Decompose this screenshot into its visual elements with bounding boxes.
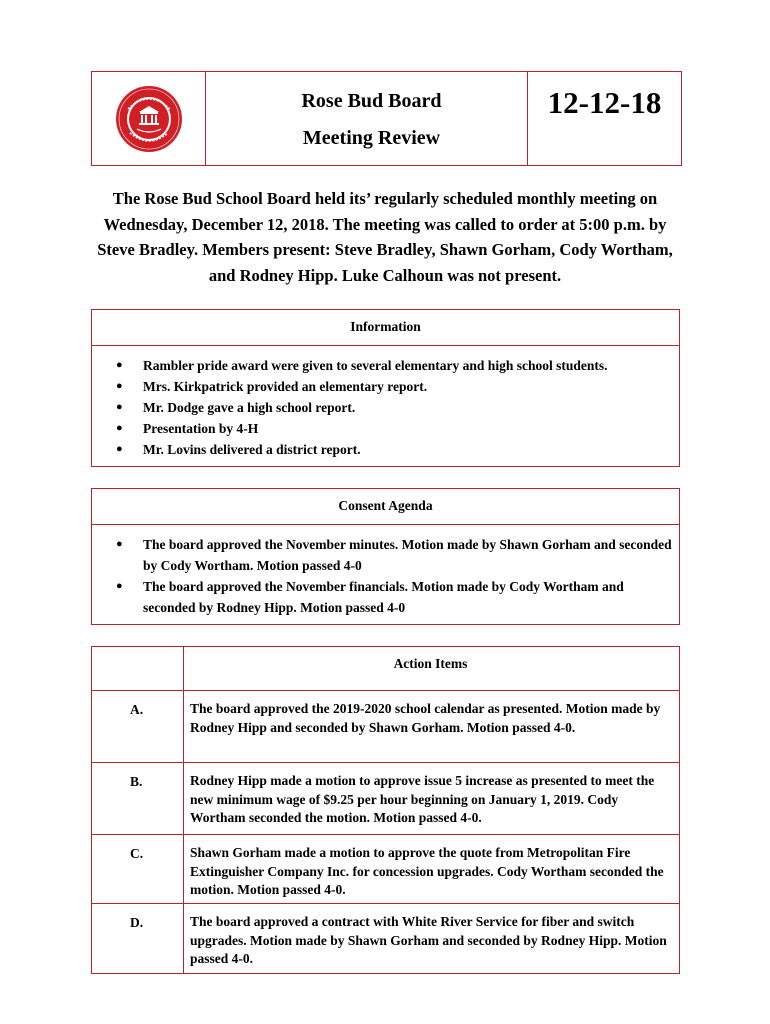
logo-cell	[92, 72, 206, 165]
list-item: ● The board approved the November minutes. Motion made by Shawn Gorham and seconded by Cody Wortham. Motion passed 4-0	[92, 534, 679, 576]
bullet-icon: ●	[116, 359, 123, 371]
header-table	[91, 71, 682, 166]
list-item: ● Mr. Lovins delivered a district report.	[92, 439, 679, 460]
table-row	[92, 903, 679, 973]
bullet-icon: ●	[116, 443, 123, 455]
list-item: ● Mr. Dodge gave a high school report.	[92, 397, 679, 418]
table-row	[92, 834, 679, 903]
school-seal-logo	[115, 85, 183, 153]
review-title: Meeting Review	[302, 127, 441, 149]
item-text: The board approved the 2019-2020 school calendar as presented. Motion made by Rodney Hipp and seconded by Shawn Gorham. Motion passed 4-0.	[190, 701, 661, 735]
bullet-icon: ●	[116, 380, 123, 392]
consent-heading: Consent Agenda	[92, 489, 679, 525]
bullet-icon: ●	[116, 401, 123, 413]
action-items-heading: Action Items	[393, 656, 468, 671]
bullet-icon: ●	[116, 538, 123, 550]
list-item: ● The board approved the November financials. Motion made by Cody Wortham and seconded by Rodney Hipp. Motion passed 4-0	[92, 576, 679, 618]
information-list	[92, 346, 679, 460]
board-title: Rose Bud Board	[301, 90, 442, 112]
intro-paragraph: The Rose Bud School Board held its’ regularly scheduled monthly meeting on Wednesday, December 12, 2018. The meeting was called to order at 5:00 p.m. by Steve Bradley. Members present: Steve Bradley, Shawn Gorham, Cody Wortham, and Rodney Hipp. Luke Calhoun was not present.	[97, 189, 673, 285]
list-item: ● Mrs. Kirkpatrick provided an elementary report.	[92, 376, 679, 397]
item-letter: B.	[92, 763, 184, 834]
bullet-icon: ●	[116, 422, 123, 434]
item-text: Shawn Gorham made a motion to approve the quote from Metropolitan Fire Extinguisher Company Inc. for concession upgrades. Cody Wortham seconded the motion. Motion passed 4-0.	[190, 845, 664, 897]
item-letter: C.	[92, 835, 184, 903]
item-text: Rodney Hipp made a motion to approve issue 5 increase as presented to meet the new minimum wage of $9.25 per hour beginning on January 1, 2019. Cody Wortham seconded the motion. Motion passed 4-0.	[190, 773, 655, 825]
consent-agenda-box	[91, 488, 680, 625]
item-letter: D.	[92, 904, 184, 973]
table-row	[92, 690, 679, 762]
item-text: The board approved a contract with White River Service for fiber and switch upgrades. Motion made by Shawn Gorham and seconded by Rodney Hipp. Motion passed 4-0.	[190, 914, 667, 966]
list-item: ● Rambler pride award were given to several elementary and high school students.	[92, 355, 679, 376]
letter-header-cell	[92, 647, 184, 690]
action-items-table	[91, 646, 680, 974]
table-row	[92, 762, 679, 834]
title-cell	[206, 72, 528, 165]
consent-list	[92, 525, 679, 618]
table-header-row	[92, 647, 679, 690]
information-heading: Information	[92, 310, 679, 346]
item-letter: A.	[92, 691, 184, 762]
list-item: ● Presentation by 4-H	[92, 418, 679, 439]
meeting-date: 12-12-18	[547, 85, 662, 120]
information-box	[91, 309, 680, 467]
bullet-icon: ●	[116, 580, 123, 592]
